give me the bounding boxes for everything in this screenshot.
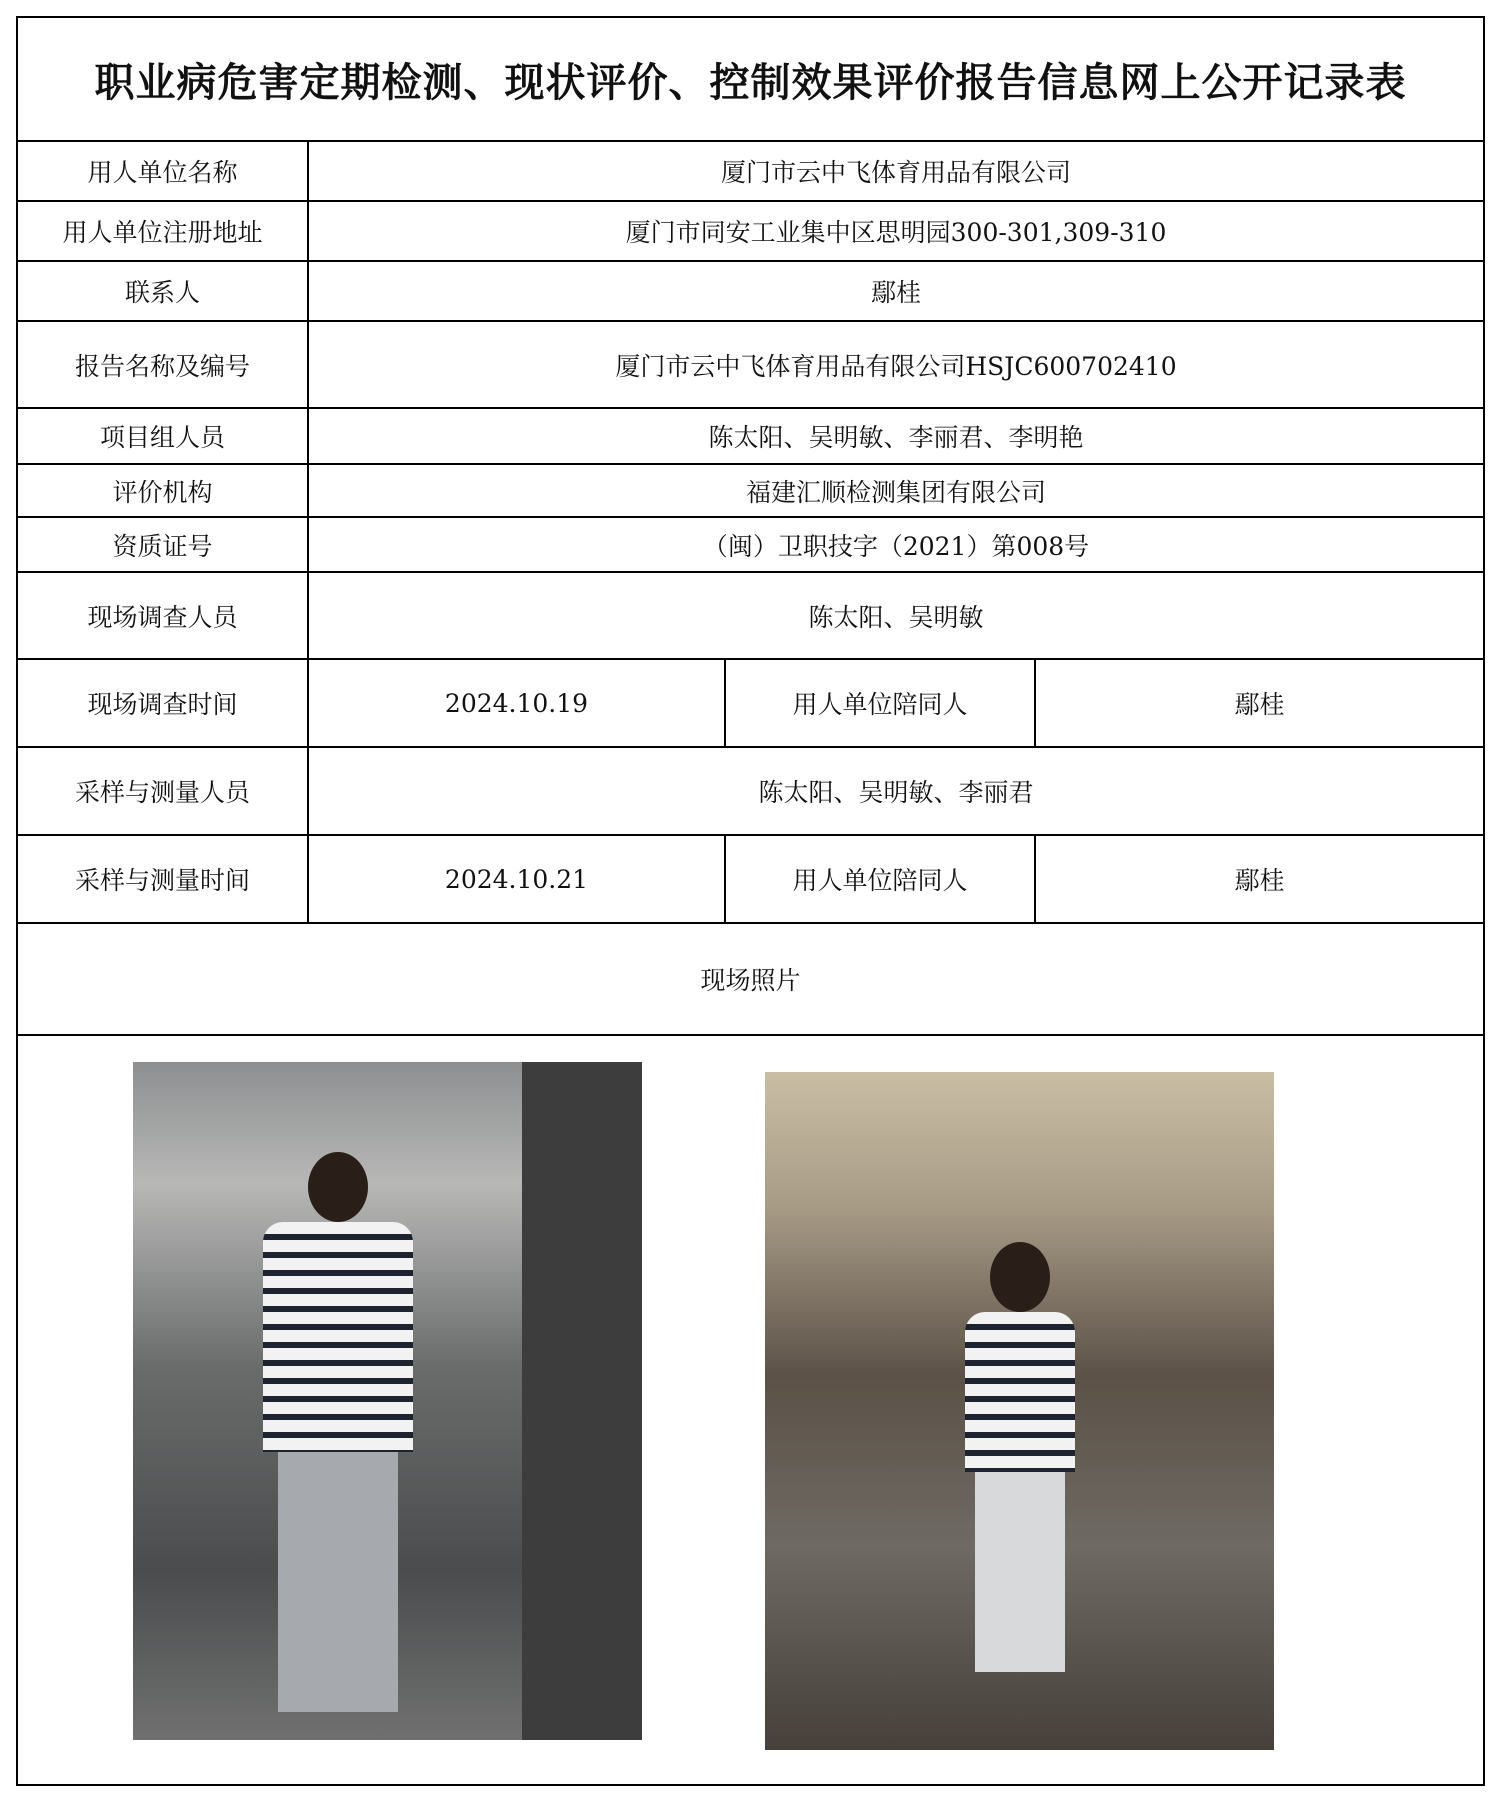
worker-figure bbox=[965, 1242, 1075, 1672]
record-table bbox=[16, 16, 1485, 1786]
sampling-staff-label: 采样与测量人员 bbox=[17, 747, 308, 835]
survey-staff-value: 陈太阳、吴明敏 bbox=[308, 572, 1484, 659]
photos-label: 现场照片 bbox=[17, 923, 1484, 1035]
survey-companion-label: 用人单位陪同人 bbox=[725, 659, 1035, 747]
certificate-label: 资质证号 bbox=[17, 517, 308, 572]
sampling-time-label: 采样与测量时间 bbox=[17, 835, 308, 923]
site-photo-1 bbox=[133, 1062, 642, 1740]
sampling-companion-value: 鄢桂 bbox=[1035, 835, 1484, 923]
company-name-label: 用人单位名称 bbox=[17, 141, 308, 201]
photos-cell bbox=[17, 1035, 1484, 1785]
survey-time-label: 现场调查时间 bbox=[17, 659, 308, 747]
sampling-staff-value: 陈太阳、吴明敏、李丽君 bbox=[308, 747, 1484, 835]
sampling-companion-label: 用人单位陪同人 bbox=[725, 835, 1035, 923]
team-label: 项目组人员 bbox=[17, 408, 308, 464]
address-label: 用人单位注册地址 bbox=[17, 201, 308, 261]
page-title: 职业病危害定期检测、现状评价、控制效果评价报告信息网上公开记录表 bbox=[17, 17, 1484, 141]
worker-figure bbox=[263, 1152, 413, 1712]
site-photo-2 bbox=[765, 1072, 1274, 1750]
agency-label: 评价机构 bbox=[17, 464, 308, 517]
survey-time-value: 2024.10.19 bbox=[308, 659, 725, 747]
company-name-value: 厦门市云中飞体育用品有限公司 bbox=[308, 141, 1484, 201]
team-value: 陈太阳、吴明敏、李丽君、李明艳 bbox=[308, 408, 1484, 464]
report-label: 报告名称及编号 bbox=[17, 321, 308, 408]
survey-staff-label: 现场调查人员 bbox=[17, 572, 308, 659]
agency-value: 福建汇顺检测集团有限公司 bbox=[308, 464, 1484, 517]
survey-companion-value: 鄢桂 bbox=[1035, 659, 1484, 747]
contact-value: 鄢桂 bbox=[308, 261, 1484, 321]
address-value: 厦门市同安工业集中区思明园300-301,309-310 bbox=[308, 201, 1484, 261]
sampling-time-value: 2024.10.21 bbox=[308, 835, 725, 923]
report-value: 厦门市云中飞体育用品有限公司HSJC600702410 bbox=[308, 321, 1484, 408]
certificate-value: （闽）卫职技字（2021）第008号 bbox=[308, 517, 1484, 572]
contact-label: 联系人 bbox=[17, 261, 308, 321]
